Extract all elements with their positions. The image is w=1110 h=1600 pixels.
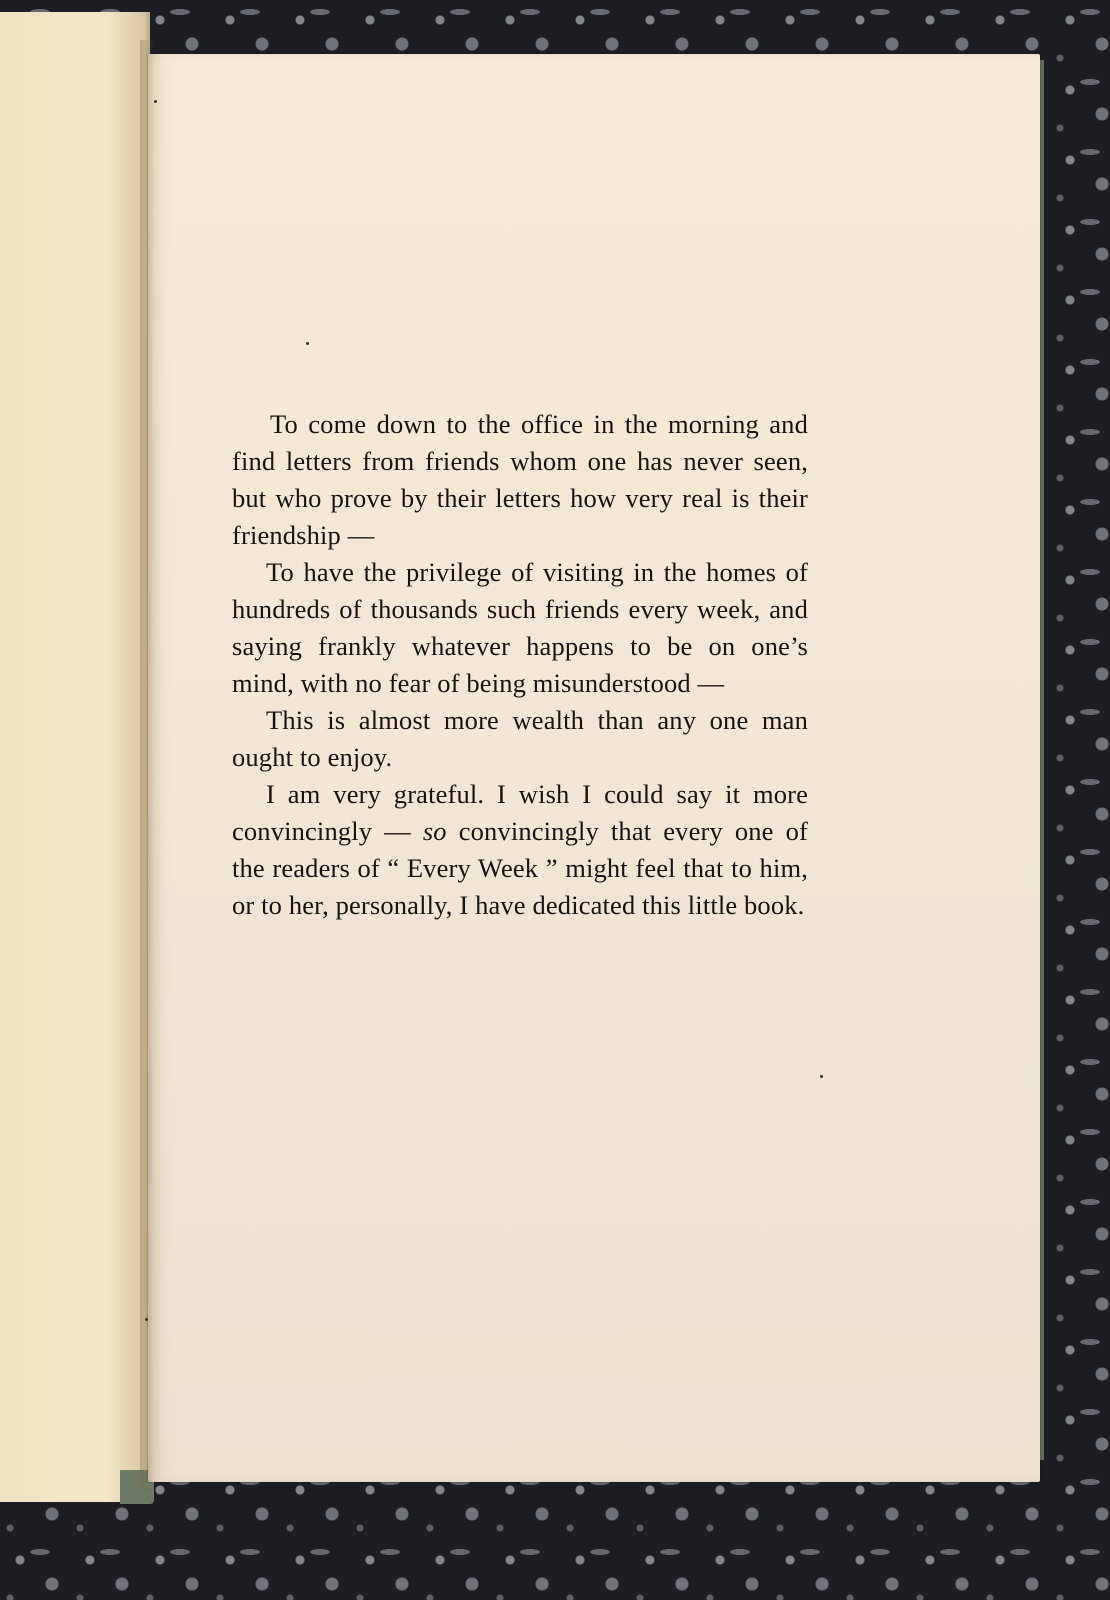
dedication-text <box>232 406 808 924</box>
dedication-paragraph-1: To come down to the office in the morning and find letters from friends whom one has never seen, but who prove by their letters how very real is their friendship — <box>232 409 808 550</box>
left-page <box>0 12 150 1502</box>
paragraph-4-start: I am very grateful. I wish I could say it more convincingly — <box>232 779 808 846</box>
dedication-paragraph-4 <box>232 776 808 924</box>
paragraph-4-emphasis: so <box>422 816 447 846</box>
page-speck <box>306 342 309 345</box>
dedication-paragraph-2: To have the privilege of visiting in the homes of hundreds of thousands such friends every week, and saying frankly whatever happens to be on one’s mind, with no fear of being misunderstood — <box>232 557 808 698</box>
page-speck <box>820 1075 823 1078</box>
page-speck <box>154 100 157 103</box>
dedication-paragraph-3: This is almost more wealth than any one man ought to enjoy. <box>232 705 808 772</box>
paragraph-4-end: convincingly that every one of the readers of “ Every Week ” might feel that to him, or to her, personally, I have dedicated this little book. <box>232 816 808 920</box>
book-gutter-shadow <box>140 40 154 1490</box>
page-speck <box>145 1318 148 1321</box>
